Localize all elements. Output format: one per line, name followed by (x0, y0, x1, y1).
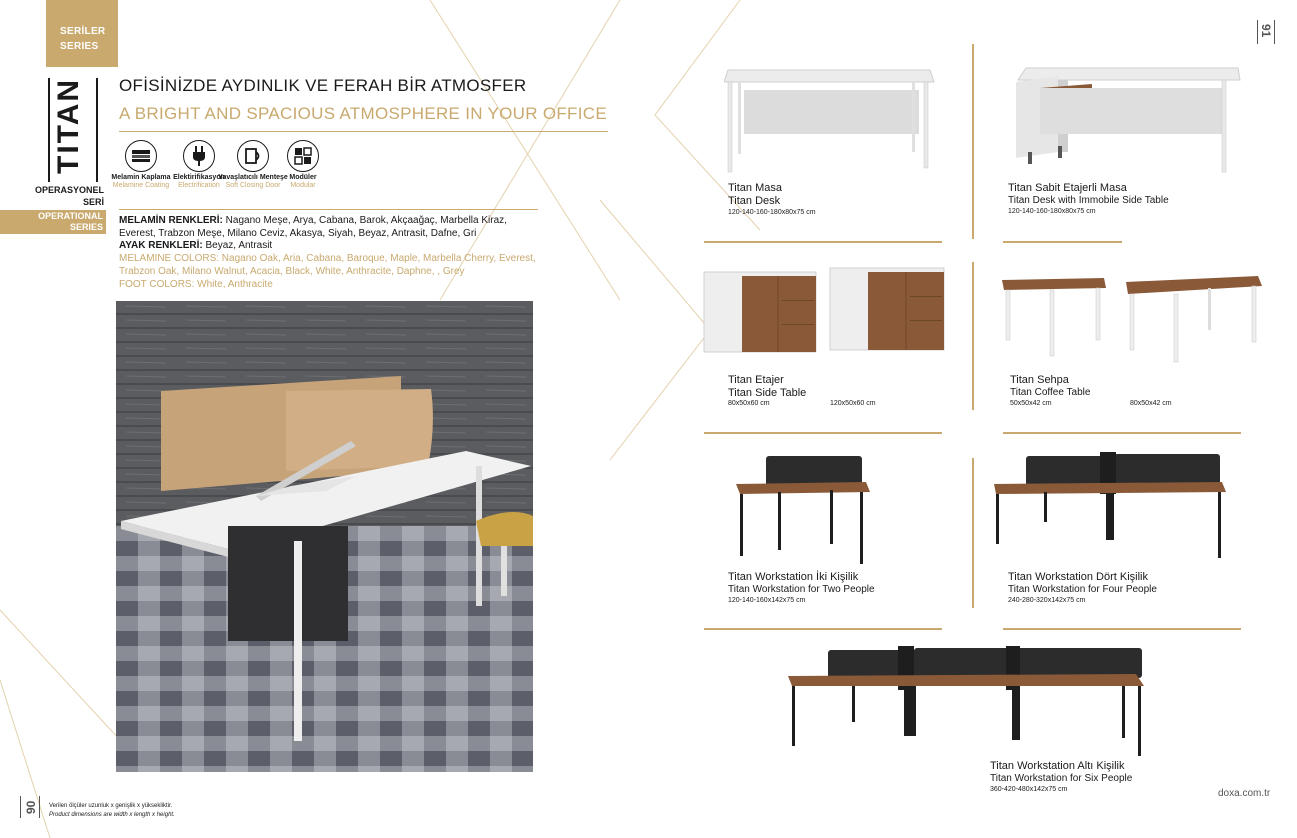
office-photo (116, 301, 533, 772)
vertical-title-text: TITAN (52, 77, 85, 174)
footnote-tr: Verilen ölçüler uzunluk x genişlik x yüksekliktir. (49, 803, 173, 809)
product-name-en: Titan Workstation for Two People (728, 584, 875, 595)
product-name-en: Titan Side Table (728, 387, 807, 399)
feature-soft-closing-tr: Yavaşlatıcılı Menteşe (218, 174, 288, 181)
feature-modular-tr: Modüler (289, 174, 317, 181)
product-name-tr: Titan Masa (728, 182, 783, 194)
series-tab-tr: SERİLER (60, 26, 106, 37)
foot-colors-label-tr: AYAK RENKLERİ: (119, 240, 203, 252)
foot-colors-en: FOOT COLORS: White, Anthracite (119, 278, 273, 290)
product-name-en: Titan Coffee Table (1010, 387, 1091, 398)
product-name-en: Titan Desk (728, 195, 781, 207)
product-workstation-six (990, 760, 1132, 794)
workstation-six-image (786, 644, 1148, 760)
product-workstation-two (728, 571, 875, 605)
foot-colors-tr: Beyaz, Antrasit (205, 240, 273, 252)
feature-melamine-en: Melamine Coating (112, 182, 170, 189)
product-titan-side-table (728, 374, 806, 400)
headline-en: A BRIGHT AND SPACIOUS ATMOSPHERE IN YOUR OFFICE (119, 104, 607, 123)
product-dims: 240-280-320x142x75 cm (1008, 597, 1086, 604)
product-name-tr: Titan Sehpa (1010, 374, 1069, 386)
product-name-tr: Titan Workstation İki Kişilik (728, 571, 859, 583)
titan-desk-image (724, 66, 936, 174)
grid-vrule-3 (972, 458, 974, 608)
product-dims: 80x50x60 cm (728, 400, 770, 407)
workstation-four-image (992, 452, 1230, 560)
feature-electrification-tr: Elektirifikasyon (173, 174, 225, 181)
product-titan-desk-side-table (1008, 182, 1169, 216)
grid-vrule-2 (972, 262, 974, 410)
page-number-right-text: 91 (1259, 24, 1273, 38)
grid-hrule-1a (704, 241, 942, 243)
melamine-colors-tr: Nagano Meşe, Arya, Cabana, Barok, Akçaağaç, Marbella Kiraz, Everest, Trabzon Meşe, Milano Ceviz, Akasya, Siyah, Beyaz, Antrasit, Dafne, Gri (119, 215, 507, 239)
product-titan-coffee-table (1010, 374, 1090, 399)
soft-closing-door-icon (237, 140, 269, 172)
operational-series-en (0, 210, 106, 234)
product-dims-2: 120x50x60 cm (830, 400, 876, 407)
feature-modular (268, 140, 338, 190)
melamine-colors-label-tr: MELAMİN RENKLERİ: (119, 215, 223, 226)
product-dims: 120-140-160-180x80x75 cm (1008, 208, 1096, 215)
operational-en-line2: SERIES (69, 222, 103, 232)
page-number-left (20, 796, 40, 818)
grid-vrule-1 (972, 44, 974, 239)
footnote-en: Product dimensions are width x length x height. (49, 812, 175, 818)
product-name-tr: Titan Workstation Dört Kişilik (1008, 571, 1148, 583)
melamine-coating-icon (125, 140, 157, 172)
product-name-tr: Titan Etajer (728, 374, 784, 386)
dimension-footnote (49, 802, 175, 820)
product-name-tr: Titan Workstation Altı Kişilik (990, 760, 1125, 772)
feature-modular-en: Modular (290, 182, 316, 189)
workstation-two-image (734, 454, 874, 568)
melamine-colors-en: MELAMINE COLORS: Nagano Oak, Aria, Cabana, Baroque, Maple, Marbella Cherry, Everest, Trabzon Oak, Milano Walnut, Acacia, Black, White, Anthracite, Daphne, , Grey (119, 253, 536, 277)
product-dims: 360-420-480x142x75 cm (990, 786, 1068, 793)
series-tab (46, 0, 118, 67)
grid-hrule-3a (704, 628, 942, 630)
headline-tr: OFİSİNİZDE AYDINLIK VE FERAH BİR ATMOSFER (119, 76, 527, 95)
vertical-title (48, 78, 98, 182)
product-name-en: Titan Desk with Immobile Side Table (1008, 195, 1169, 206)
product-name-en: Titan Workstation for Six People (990, 773, 1133, 784)
operational-series-tr (0, 184, 104, 208)
feature-melamine-tr: Melamin Kaplama (111, 174, 171, 181)
grid-hrule-3b (1003, 628, 1241, 630)
product-dims: 50x50x42 cm (1010, 400, 1052, 407)
series-tab-en: SERIES (60, 41, 99, 52)
modular-icon (287, 140, 319, 172)
operational-tr-line1: OPERASYONEL (34, 185, 104, 195)
product-dims-2: 80x50x42 cm (1130, 400, 1172, 407)
product-titan-desk (728, 182, 816, 217)
operational-tr-line2: SERİ (82, 197, 104, 207)
page-number-right (1257, 20, 1275, 44)
headline-divider (119, 131, 608, 132)
colors-block (119, 215, 539, 291)
product-dims: 120-140-160x142x75 cm (728, 597, 806, 604)
electrification-plug-icon (183, 140, 215, 172)
website-link[interactable]: doxa.com.tr (1218, 788, 1271, 799)
grid-hrule-2a (704, 432, 942, 434)
feature-electrification-en: Electrification (178, 182, 220, 189)
product-dims: 120-140-160-180x80x75 cm (728, 209, 816, 216)
feature-soft-closing-en: Soft Closing Door (225, 182, 281, 189)
operational-en-line1: OPERATIONAL (38, 211, 103, 221)
product-name-tr: Titan Sabit Etajerli Masa (1008, 182, 1127, 194)
titan-coffee-table-image (1000, 272, 1264, 364)
titan-side-table-image (700, 266, 948, 358)
product-name-en: Titan Workstation for Four People (1008, 584, 1157, 595)
grid-hrule-2b (1003, 432, 1241, 434)
colors-divider (119, 209, 538, 210)
product-workstation-four (1008, 571, 1157, 605)
grid-hrule-1b (1003, 241, 1122, 243)
page-number-left-text: 90 (24, 800, 38, 814)
titan-desk-side-table-image (1012, 66, 1242, 174)
